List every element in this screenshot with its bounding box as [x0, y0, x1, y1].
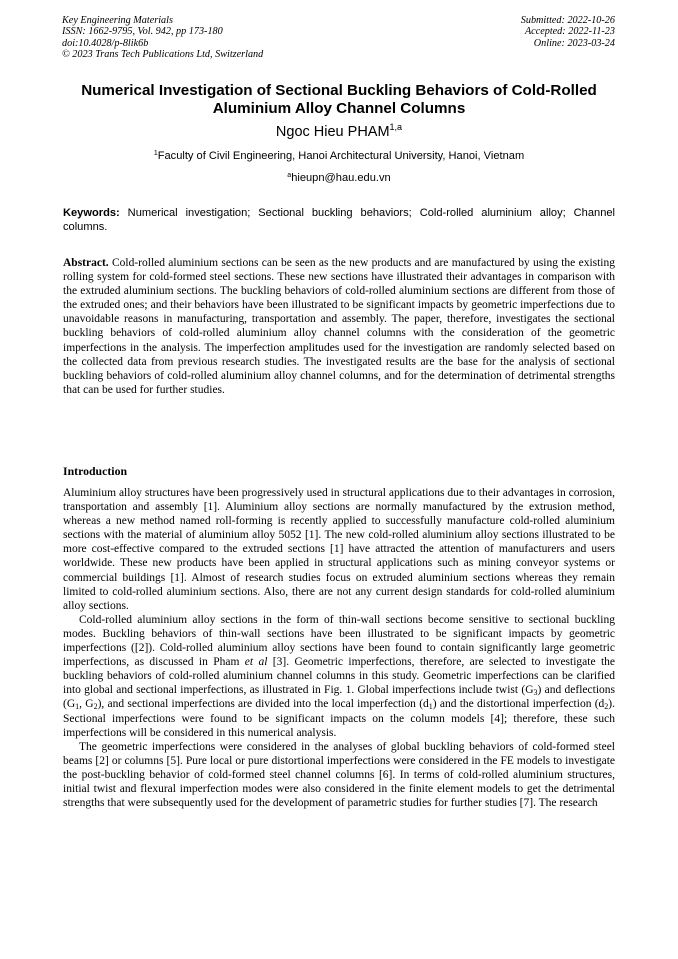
online-date: Online: 2023-03-24	[533, 37, 615, 49]
paper-title	[50, 82, 628, 117]
journal-name: Key Engineering Materials	[62, 15, 173, 26]
sub-d2: 2	[604, 702, 609, 712]
affiliation-sup: 1	[153, 150, 158, 157]
intro-paragraph-2	[63, 613, 615, 740]
p2-text-g: ). Sectional imperfections were found to be significant impacts on the column models [4]; therefore, these such imperfections will be considered in this numerical analysis.	[63, 698, 616, 739]
p2-text-a: Cold-rolled aluminium alloy sections in the form of thin-wall sections become sensitive to sectional buckling modes. Buckling behaviors of thin-wall sections have been illustrated to be significant impacts by geometric imperfections ([2]). Cold-rolled aluminium alloy sections have been found to contain significantly large geometric imperfections, as discussed in Pham	[63, 613, 615, 669]
abstract	[63, 256, 615, 397]
affiliation	[0, 149, 678, 163]
p2-et-al: et al	[244, 656, 268, 669]
keywords-label: Keywords:	[63, 207, 120, 219]
sub-g1: 1	[75, 702, 80, 712]
journal-info	[62, 15, 263, 61]
submission-dates	[521, 15, 615, 49]
author-email	[0, 171, 678, 185]
intro-paragraph-1: Aluminium alloy structures have been progressively used in structural applications due to their advantages in corrosion, transportation and assembly [1]. Aluminium alloy sections are normally manufactured by the extrusion method, whereas a new method named roll-forming is recently applied to successfully manufacture cold-rolled aluminium sections with the material of aluminium alloy 5052 [1]. The new cold-rolled aluminium alloy sections illustrated to be more cost-effective compared to the extruded sections [1] have attracted the attention of manufacturers and users worldwide. These new products have been applied in structural applications such as mining conveyor systems or commercial buildings [1]. Almost of research studies focus on extruded aluminium sections whereas they remain limited to cold-rolled aluminium sections. Also, there are not any current design standards for cold-rolled aluminium alloy sections.	[63, 487, 615, 612]
p2-text-b: [3]. Geometric imperfections, therefore, are selected to investigate the buckling behaviors of cold-rolled aluminium channel columns in this study. Geometric imperfections can be clarified into global and sectional imperfections, as illustrated in Fig. 1. Global imperfections include twist (G	[63, 656, 615, 697]
abstract-text: Cold-rolled aluminium sections can be seen as the new products and are manufactured by using the existing rolling system for cold-formed steel sections. These new sections have illustrated their advantages in comparison with the extruded aluminium sections. The buckling behaviors of cold-rolled aluminium sections are different from those of the extruded ones; and their behaviors have been illustrated to be significant impacts by geometric imperfections due to unavoidable reasons in manufacturing, transportation and assembly. The paper, therefore, investigates the sectional buckling behaviors of cold-rolled aluminium alloy channel columns with the consideration of the geometric imperfections in the analysis. The imperfection amplitudes used for the investigation are randomly selected based on the collected data from previous research studies. The investigated results are the base for the analysis of sectional buckling behaviors of cold-rolled aluminium alloy channel columns, and for the determination of detrimental strengths that can be used for further studies.	[63, 257, 615, 396]
author-name: Ngoc Hieu PHAM	[275, 124, 390, 140]
introduction-body	[63, 486, 615, 810]
keywords	[63, 206, 615, 235]
keywords-text: Numerical investigation; Sectional buckling behaviors; Cold-rolled aluminium alloy; Channel columns.	[63, 207, 615, 234]
sub-g2: 2	[93, 702, 98, 712]
author	[0, 123, 678, 141]
intro-paragraph-3: The geometric imperfections were considered in the analyses of global buckling behaviors of cold-formed steel beams [2] or columns [5]. Pure local or pure distortional imperfections were considered in the FE models to investigate the post-buckling behavior of cold-formed steel channel columns [6]. In terms of cold-rolled aluminium structures, initial twist and flexural imperfection modes were also considered in the finite element models to get the detrimental strengths that were subsequently used for the development of parametric studies for further studies [7]. The research	[63, 740, 615, 810]
sub-d1: 1	[428, 702, 433, 712]
journal-issn: ISSN: 1662-9795, Vol. 942, pp 173-180	[62, 26, 223, 38]
accepted-date: Accepted: 2022-11-23	[524, 26, 615, 38]
email-sup: a	[287, 172, 292, 179]
introduction-heading: Introduction	[63, 464, 128, 478]
title-line-1: Numerical Investigation of Sectional Buckling Behaviors of Cold-Rolled	[81, 82, 597, 99]
affiliation-text: Faculty of Civil Engineering, Hanoi Architectural University, Hanoi, Vietnam	[157, 150, 525, 162]
p2-text-d: , G	[79, 698, 94, 711]
author-sup: 1,a	[389, 122, 403, 132]
submitted-date: Submitted: 2022-10-26	[520, 15, 615, 26]
title-line-2: Aluminium Alloy Channel Columns	[212, 99, 466, 117]
p2-text-c: ) and deflections (G	[63, 684, 615, 711]
p2-text-e: ), and sectional imperfections are divided into the local imperfection (d	[97, 698, 429, 711]
email-text: hieupn@hau.edu.vn	[291, 172, 391, 184]
journal-doi: doi:10.4028/p-8lik6b	[62, 37, 149, 49]
abstract-label: Abstract.	[63, 257, 109, 269]
p2-text-f: ) and the distortional imperfection (d	[432, 698, 605, 711]
journal-copyright: © 2023 Trans Tech Publications Ltd, Switzerland	[62, 49, 264, 61]
sub-g3: 3	[533, 688, 538, 698]
